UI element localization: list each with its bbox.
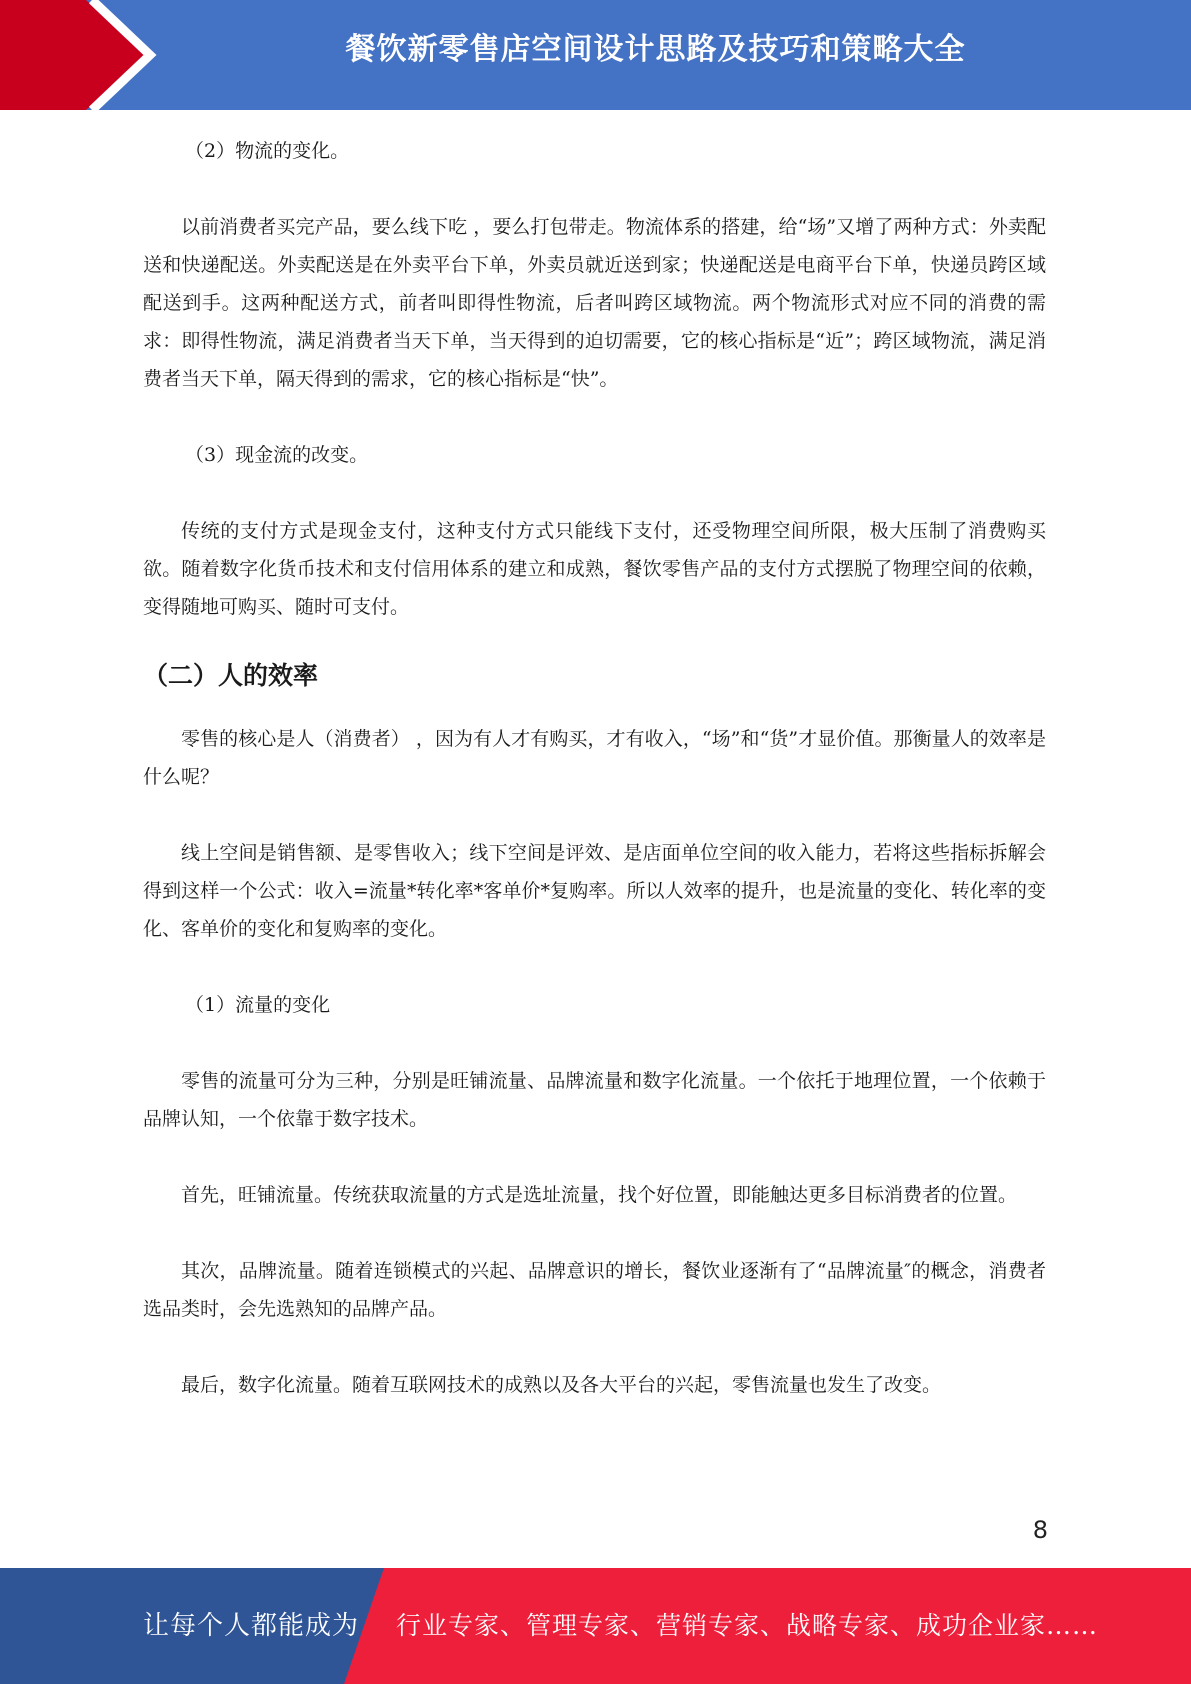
paragraph-brand-traffic: 其次，品牌流量。随着连锁模式的兴起、品牌意识的增长，餐饮业逐渐有了“品牌流量″的概念，消费者选品类时，会先选熟知的品牌产品。 [143, 1260, 1046, 1320]
subheading-traffic: （1）流量的变化 [185, 994, 331, 1016]
paragraph-cashflow: 传统的支付方式是现金支付，这种支付方式只能线下支付，还受物理空间所限，极大压制了消费购买欲。随着数字化货币技术和支付信用体系的建立和成熟，餐饮零售产品的支付方式摆脱了物理空间的依赖，变得随地可购买、随时可支付。 [143, 520, 1046, 618]
header-title: 餐饮新零售店空间设计思路及技巧和策略大全 [345, 32, 966, 67]
paragraph-digital-traffic: 最后，数字化流量。随着互联网技术的成熟以及各大平台的兴起，零售流量也发生了改变。 [181, 1374, 942, 1396]
paragraph-storefront-traffic: 首先，旺铺流量。传统获取流量的方式是选址流量，找个好位置，即能触达更多目标消费者的位置。 [181, 1184, 1018, 1206]
subheading-cashflow: （3）现金流的改变。 [185, 444, 369, 466]
document-body [143, 132, 1046, 1404]
section-title-people-efficiency: （二）人的效率 [143, 661, 319, 690]
footer-slogan-left: 让每个人都能成为 [143, 1611, 360, 1641]
footer-slogan-right: 行业专家、管理专家、营销专家、战略专家、成功企业家…… [396, 1611, 1099, 1640]
paragraph-revenue-formula: 线上空间是销售额、是零售收入；线下空间是评效、是店面单位空间的收入能力，若将这些指标拆解会得到这样一个公式：收入=流量*转化率*客单价*复购率。所以人效率的提升，也是流量的变化、转化率的变化、客单价的变化和复购率的变化。 [143, 842, 1046, 940]
page-header [0, 0, 1191, 110]
paragraph-logistics: 以前消费者买完产品，要么线下吃 ，要么打包带走。物流体系的搭建，给“场”又增了两种方式：外卖配送和快递配送。外卖配送是在外卖平台下单，外卖员就近送到家；快递配送是电商平台下单，快递员跨区域配送到手。这两种配送方式，前者叫即得性物流，后者叫跨区域物流。两个物流形式对应不同的消费的需求：即得性物流，满足消费者当天下单，当天得到的迫切需要，它的核心指标是“近”；跨区域物流，满足消费者当天下单，隔天得到的需求，它的核心指标是“快”。 [143, 216, 1046, 390]
page-footer [0, 1568, 1191, 1684]
paragraph-retail-core: 零售的核心是人（消费者） ，因为有人才有购买，才有收入，“场”和“货”才显价值。那衡量人的效率是什么呢？ [143, 728, 1046, 788]
page-number: 8 [1032, 1516, 1048, 1544]
header-red-arrow-shape [0, 0, 160, 110]
paragraph-traffic-types: 零售的流量可分为三种，分别是旺铺流量、品牌流量和数字化流量。一个依托于地理位置，一个依赖于品牌认知，一个依靠于数字技术。 [143, 1070, 1046, 1130]
subheading-logistics: （2）物流的变化。 [185, 140, 350, 162]
